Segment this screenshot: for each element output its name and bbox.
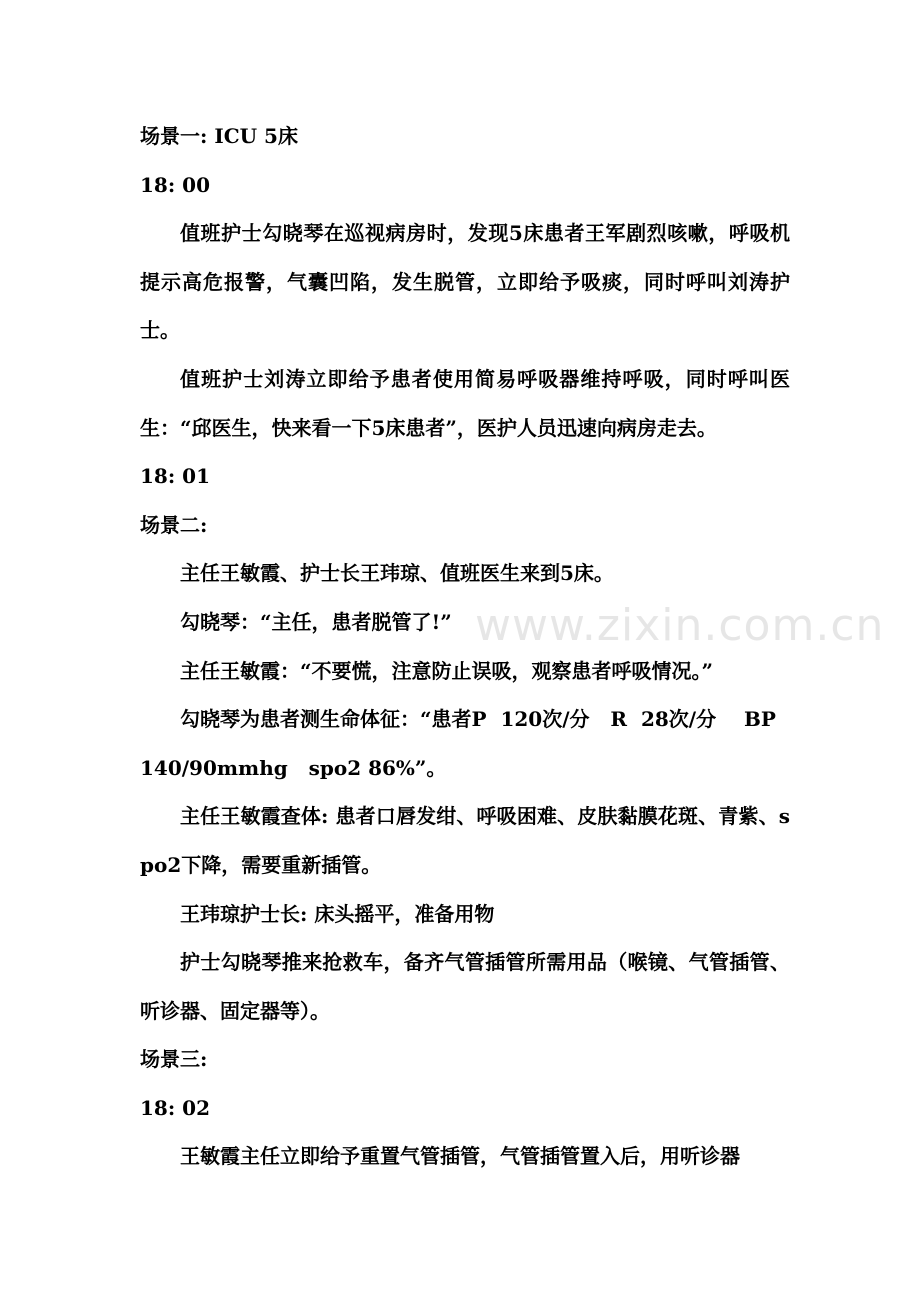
watermark-text: www.zixin.com.cn [475, 600, 885, 651]
paragraph-reintubation: 王敏霞主任立即给予重置气管插管，气管插管置入后，用听诊器 [180, 1144, 740, 1169]
document-body [140, 112, 790, 1181]
paragraph-vitals: 勾晓琴为患者测生命体征：“患者P 120次/分 R 28次/分 BP [180, 707, 776, 732]
scene-one-heading: 场景一: ICU 5床 [140, 124, 298, 148]
time-1802: 18: 02 [140, 1095, 211, 1120]
scene-two-heading: 场景二: [140, 512, 208, 537]
scene-three-heading: 场景三: [140, 1047, 208, 1072]
paragraph-crash-cart: 护士勾晓琴推来抢救车，备齐气管插管所需用品（喉镜、气管插管、听诊器、固定器等）。 [140, 950, 790, 1023]
paragraph-ventilation: 值班护士刘涛立即给予患者使用简易呼吸器维持呼吸，同时呼叫医生：“邱医生，快来看一下5床患者”，医护人员迅速向病房走去。 [140, 366, 790, 440]
paragraph-vitals-continued: 140/90mmhg spo2 86%”。 [140, 755, 447, 780]
paragraph-head-nurse: 王玮琼护士长: 床头摇平，准备用物 [180, 901, 495, 926]
time-1800: 18: 00 [140, 172, 211, 197]
time-1801: 18: 01 [140, 464, 211, 489]
paragraph-director-instruction: 主任王敏霞：“不要慌，注意防止误吸，观察患者呼吸情况。” [180, 658, 714, 683]
paragraph-patrol: 值班护士勾晓琴在巡视病房时，发现5床患者王军剧烈咳嗽，呼吸机提示高危报警，气囊凹陷，发生脱管，立即给予吸痰，同时呼叫刘涛护士。 [140, 221, 790, 343]
paragraph-arrival: 主任王敏霞、护士长王玮琼、值班医生来到5床。 [180, 561, 614, 586]
paragraph-examination: 主任王敏霞查体: 患者口唇发绀、呼吸困难、皮肤黏膜花斑、青紫、spo2下降，需要重新插管。 [140, 804, 790, 877]
paragraph-nurse-report: 勾晓琴：“主任，患者脱管了!” [180, 609, 452, 634]
